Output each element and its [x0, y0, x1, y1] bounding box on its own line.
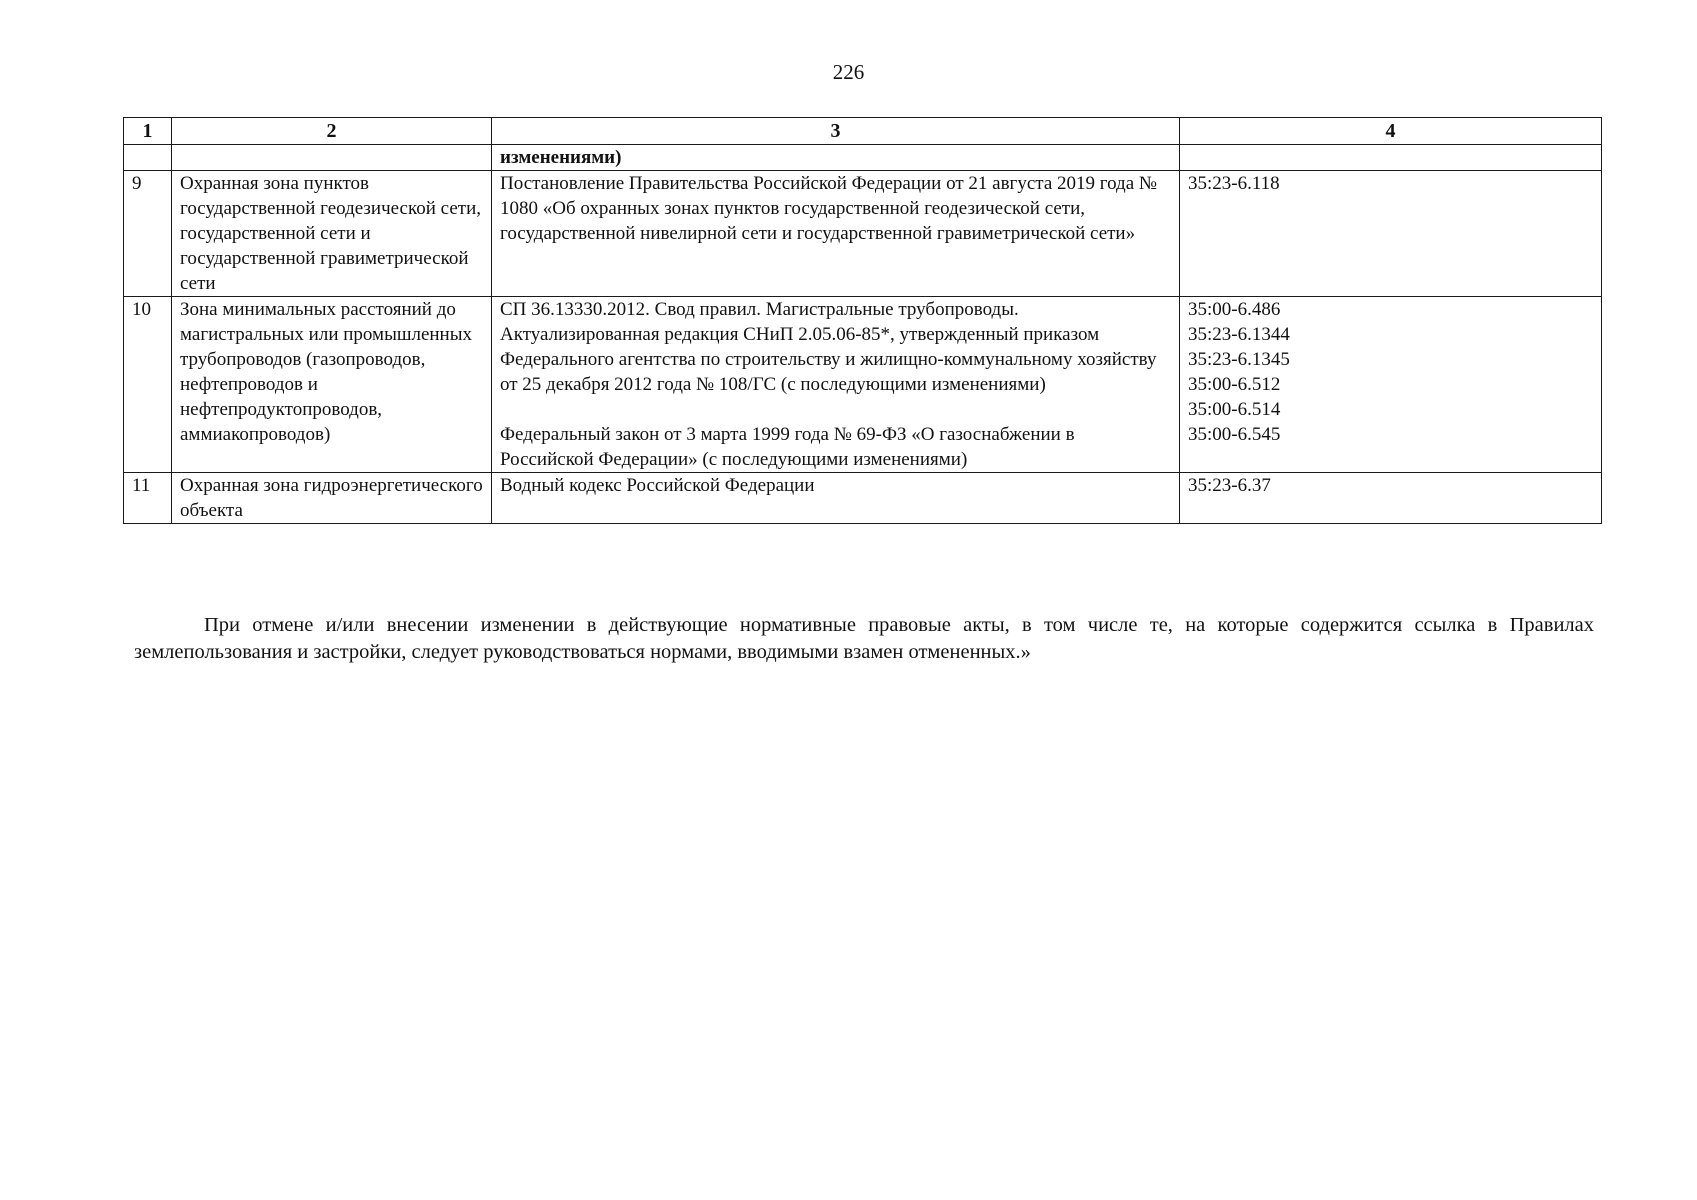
- header-col-3: 3: [492, 118, 1180, 145]
- cell-empty: [172, 145, 492, 171]
- page-number: 226: [832, 60, 865, 84]
- zone-name: Зона минимальных расстояний до магистральных или промышленных трубопроводов (газопроводов, нефтепроводов и нефтепродуктопроводов, аммиакопроводов): [172, 297, 492, 473]
- zone-name: Охранная зона пунктов государственной геодезической сети, государственной сети и государственной гравиметрической сети: [172, 171, 492, 297]
- registry-codes: 35:00-6.486 35:23-6.1344 35:23-6.1345 35:00-6.512 35:00-6.514 35:00-6.545: [1180, 297, 1602, 473]
- registry-codes: 35:23-6.37: [1180, 473, 1602, 524]
- header-col-4: 4: [1180, 118, 1602, 145]
- legal-document: Федеральный закон от 3 марта 1999 года № 69-ФЗ «О газоснабжении в Российской Федерации» (с последующими изменениями): [500, 424, 1075, 470]
- closing-paragraph: При отмене и/или внесении изменении в действующие нормативные правовые акты, в том числе те, на которые содержится ссылка в Правилах землепользования и застройки, следует руководствоваться нормами, вводимыми взамен отмененных.»: [134, 614, 1594, 663]
- legal-document: Постановление Правительства Российской Федерации от 21 августа 2019 года № 1080 «Об охранных зонах пунктов государственной геодезической сети, государственной нивелирной сети и государственной гравиметрической сети»: [492, 171, 1180, 297]
- header-col-1: 1: [124, 118, 172, 145]
- cell-empty: [1180, 145, 1602, 171]
- row-number: 9: [124, 171, 172, 297]
- legal-documents: [492, 297, 1180, 473]
- table-header-row: [124, 118, 1602, 145]
- legal-document: СП 36.13330.2012. Свод правил. Магистральные трубопроводы. Актуализированная редакция СНиП 2.05.06-85*, утвержденный приказом Федерального агентства по строительству и жилищно-коммунальному хозяйству от 25 декабря 2012 года № 108/ГС (с последующими изменениями): [500, 299, 1157, 395]
- row-number: 11: [124, 473, 172, 524]
- table-row: [124, 297, 1602, 473]
- zones-table: [123, 117, 1602, 524]
- table-row-continuation: [124, 145, 1602, 171]
- cell-empty: [124, 145, 172, 171]
- cell-continuation-text: изменениями): [492, 145, 1180, 171]
- table-row: [124, 171, 1602, 297]
- header-col-2: 2: [172, 118, 492, 145]
- row-number: 10: [124, 297, 172, 473]
- table-row: [124, 473, 1602, 524]
- registry-codes: 35:23-6.118: [1180, 171, 1602, 297]
- legal-document: Водный кодекс Российской Федерации: [492, 473, 1180, 524]
- zone-name: Охранная зона гидроэнергетического объекта: [172, 473, 492, 524]
- paragraph-gap: [500, 397, 1171, 422]
